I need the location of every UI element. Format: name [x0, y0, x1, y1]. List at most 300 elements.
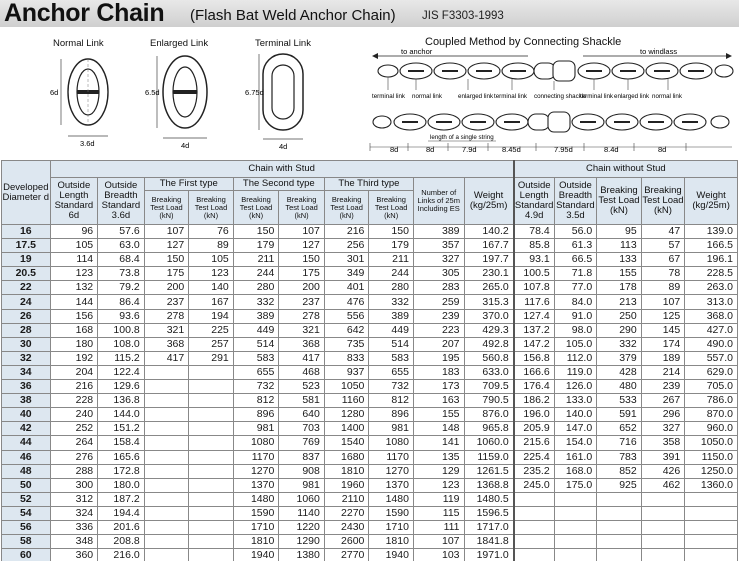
table-cell: 981 [369, 422, 414, 436]
diameter-cell: 28 [2, 323, 51, 337]
table-cell: 180.0 [98, 478, 145, 492]
table-cell: 78.4 [514, 225, 554, 239]
table-cell: 145 [641, 323, 685, 337]
table-cell: 192 [50, 351, 98, 365]
table-cell: 1810 [369, 535, 414, 549]
table-cell [144, 365, 189, 379]
table-cell: 1159.0 [464, 450, 514, 464]
diameter-cell: 58 [2, 535, 51, 549]
table-cell: 211 [369, 253, 414, 267]
table-row [2, 380, 738, 394]
table-cell: 427.0 [685, 323, 738, 337]
table-cell: 197.7 [464, 253, 514, 267]
table-cell [189, 464, 234, 478]
table-cell: 167.7 [464, 239, 514, 253]
table-cell: 937 [324, 365, 369, 379]
breaking-load-header-4: Breaking Test Load (kN) [279, 191, 325, 225]
part-label-5: connecting shackle [534, 93, 587, 100]
table-cell: 123 [189, 267, 234, 281]
dim-label-3: 7.9d [462, 145, 477, 154]
table-cell: 349 [324, 267, 369, 281]
breadth-header: Outside Breadth Standard 3.6d [98, 178, 145, 225]
table-cell: 336 [50, 520, 98, 534]
table-cell: 429.3 [464, 323, 514, 337]
table-cell: 640 [279, 408, 325, 422]
table-cell: 56.0 [554, 225, 597, 239]
table-cell [189, 436, 234, 450]
links-header: Number of Links of 25m Including ES [413, 178, 464, 225]
table-cell: 1596.5 [464, 506, 514, 520]
table-cell: 140.0 [554, 408, 597, 422]
table-cell: 179 [369, 239, 414, 253]
table-cell: 150 [369, 225, 414, 239]
table-cell [189, 365, 234, 379]
table-cell: 113 [597, 239, 642, 253]
table-cell [685, 520, 738, 534]
string-length-label: length of a single string [430, 134, 494, 141]
table-cell: 283 [413, 281, 464, 295]
table-cell: 2430 [324, 520, 369, 534]
table-cell: 158.4 [98, 436, 145, 450]
normal-link-length-label: 6d [50, 88, 59, 97]
table-cell: 235.2 [514, 464, 554, 478]
table-cell: 812 [233, 394, 279, 408]
table-cell: 133 [597, 253, 642, 267]
table-cell: 259 [413, 295, 464, 309]
table-cell: 786.0 [685, 394, 738, 408]
table-cell [144, 478, 189, 492]
table-row [2, 281, 738, 295]
table-cell: 462 [641, 478, 685, 492]
table-row [2, 422, 738, 436]
table-cell: 709.5 [464, 380, 514, 394]
table-cell [641, 492, 685, 506]
table-cell: 89 [641, 281, 685, 295]
table-cell: 560.8 [464, 351, 514, 365]
table-cell: 1841.8 [464, 535, 514, 549]
enlarged-link-drawing [145, 50, 225, 152]
table-cell: 115.2 [98, 351, 145, 365]
table-cell: 150 [233, 225, 279, 239]
table-cell: 332 [597, 337, 642, 351]
table-cell: 93.1 [514, 253, 554, 267]
table-cell: 1971.0 [464, 549, 514, 561]
dim-label-1: 8d [390, 145, 399, 154]
table-cell [189, 394, 234, 408]
table-row [2, 253, 738, 267]
table-cell: 391 [641, 450, 685, 464]
table-cell: 119.0 [554, 365, 597, 379]
table-row [2, 239, 738, 253]
table-cell [189, 492, 234, 506]
table-cell: 389 [233, 309, 279, 323]
part-label-2: normal link [412, 93, 442, 100]
table-cell: 77.0 [554, 281, 597, 295]
table-cell: 91.0 [554, 309, 597, 323]
table-cell: 107 [144, 225, 189, 239]
table-cell: 175 [279, 267, 325, 281]
to-windlass-label: to windlass [640, 47, 678, 56]
table-cell: 1140 [279, 506, 325, 520]
table-cell: 324 [50, 506, 98, 520]
table-cell [514, 520, 554, 534]
table-cell: 67 [641, 253, 685, 267]
table-cell: 244 [233, 267, 279, 281]
table-cell: 896 [369, 408, 414, 422]
table-cell [144, 520, 189, 534]
table-cell: 280 [233, 281, 279, 295]
table-cell: 196.1 [685, 253, 738, 267]
table-cell: 265.0 [464, 281, 514, 295]
table-cell [189, 380, 234, 394]
table-cell: 140.2 [464, 225, 514, 239]
table-cell [144, 464, 189, 478]
normal-link-drawing [50, 50, 120, 152]
table-cell: 239 [413, 309, 464, 323]
table-cell: 175 [144, 267, 189, 281]
table-cell: 468 [279, 365, 325, 379]
table-cell: 111 [413, 520, 464, 534]
first-type-header: The First type [144, 178, 233, 191]
table-cell [514, 549, 554, 561]
coupled-method-drawing [368, 46, 736, 154]
table-cell: 141 [413, 436, 464, 450]
table-cell [144, 408, 189, 422]
table-cell: 1960 [324, 478, 369, 492]
wo-breaking-header-1: Breaking Test Load (kN) [597, 178, 642, 225]
table-cell: 105 [189, 253, 234, 267]
table-cell: 208.8 [98, 535, 145, 549]
table-cell: 514 [233, 337, 279, 351]
table-cell: 107 [641, 295, 685, 309]
table-cell: 290 [597, 323, 642, 337]
terminal-link-drawing [245, 50, 325, 152]
table-cell: 313.0 [685, 295, 738, 309]
table-cell: 370.0 [464, 309, 514, 323]
table-cell: 180 [50, 337, 98, 351]
table-cell: 98.0 [554, 323, 597, 337]
table-cell [189, 506, 234, 520]
table-cell: 417 [144, 351, 189, 365]
table-cell: 57.6 [98, 225, 145, 239]
table-row [2, 351, 738, 365]
table-cell: 783 [597, 450, 642, 464]
table-cell: 201.6 [98, 520, 145, 534]
table-cell [144, 436, 189, 450]
page-subtitle: (Flash Bat Weld Anchor Chain) [190, 7, 396, 24]
table-cell: 876.0 [464, 408, 514, 422]
table-cell: 655 [369, 365, 414, 379]
table-cell: 207 [413, 337, 464, 351]
table-cell: 194 [189, 309, 234, 323]
table-cell: 1380 [279, 549, 325, 561]
table-cell [144, 506, 189, 520]
table-cell: 960.0 [685, 422, 738, 436]
table-cell: 1170 [233, 450, 279, 464]
table-cell: 205.9 [514, 422, 554, 436]
table-cell: 278 [279, 309, 325, 323]
table-cell: 71.8 [554, 267, 597, 281]
table-cell: 1590 [233, 506, 279, 520]
table-cell: 1710 [369, 520, 414, 534]
table-cell: 129.6 [98, 380, 145, 394]
table-cell [144, 422, 189, 436]
table-cell: 476 [324, 295, 369, 309]
terminal-link-caption: Terminal Link [255, 38, 311, 49]
standard-label: JIS F3303-1993 [422, 10, 504, 22]
table-cell: 908 [279, 464, 325, 478]
table-cell [597, 535, 642, 549]
table-cell: 127 [279, 239, 325, 253]
diameter-cell: 56 [2, 520, 51, 534]
table-cell [189, 535, 234, 549]
table-cell: 127 [144, 239, 189, 253]
breaking-load-header-1: Breaking Test Load (kN) [144, 191, 189, 225]
table-cell: 1080 [369, 436, 414, 450]
table-cell: 332 [369, 295, 414, 309]
table-cell: 123 [50, 267, 98, 281]
table-cell: 173 [413, 380, 464, 394]
table-cell: 136.8 [98, 394, 145, 408]
table-cell: 257 [189, 337, 234, 351]
diagram-area [0, 32, 739, 154]
diameter-cell: 24 [2, 295, 51, 309]
table-cell: 245.0 [514, 478, 554, 492]
table-cell: 852 [597, 464, 642, 478]
table-cell: 174 [641, 337, 685, 351]
table-cell [685, 492, 738, 506]
table-row [2, 549, 738, 561]
diameter-cell: 48 [2, 464, 51, 478]
table-cell: 144.0 [98, 408, 145, 422]
coupled-method-caption: Coupled Method by Connecting Shackle [425, 36, 622, 48]
table-cell: 230.1 [464, 267, 514, 281]
table-cell: 449 [233, 323, 279, 337]
wo-breadth-header: Outside Breadth Standard 3.5d [554, 178, 597, 225]
diameter-cell: 30 [2, 337, 51, 351]
part-label-6: terminal link [580, 93, 614, 100]
table-cell: 256 [324, 239, 369, 253]
table-cell: 107.8 [514, 281, 554, 295]
table-cell: 1717.0 [464, 520, 514, 534]
table-cell: 178 [597, 281, 642, 295]
table-cell: 368 [144, 337, 189, 351]
table-cell [641, 520, 685, 534]
table-cell [144, 535, 189, 549]
table-cell: 161.0 [554, 450, 597, 464]
table-cell: 716 [597, 436, 642, 450]
table-cell: 168.0 [554, 464, 597, 478]
table-cell [685, 506, 738, 520]
table-cell: 148 [413, 422, 464, 436]
table-cell: 167 [189, 295, 234, 309]
table-cell: 194.4 [98, 506, 145, 520]
table-cell: 225 [189, 323, 234, 337]
table-cell: 327 [413, 253, 464, 267]
table-cell [641, 549, 685, 561]
table-row [2, 478, 738, 492]
table-cell: 68.4 [98, 253, 145, 267]
table-cell: 1680 [324, 450, 369, 464]
table-cell: 291 [189, 351, 234, 365]
table-cell: 144 [50, 295, 98, 309]
table-cell: 480 [597, 380, 642, 394]
table-cell: 115 [413, 506, 464, 520]
table-cell: 652 [597, 422, 642, 436]
without-stud-header: Chain without Stud [514, 161, 738, 178]
table-cell: 1400 [324, 422, 369, 436]
dim-label-2: 8d [426, 145, 435, 154]
table-cell: 132 [50, 281, 98, 295]
table-cell: 348 [50, 535, 98, 549]
table-cell: 1810 [324, 464, 369, 478]
table-cell: 629.0 [685, 365, 738, 379]
table-cell: 263.0 [685, 281, 738, 295]
table-cell: 126.0 [554, 380, 597, 394]
table-cell: 84.0 [554, 295, 597, 309]
table-cell: 357 [413, 239, 464, 253]
diameter-cell: 36 [2, 380, 51, 394]
table-cell: 85.8 [514, 239, 554, 253]
normal-link-breadth-label: 3.6d [80, 139, 95, 148]
table-cell [597, 492, 642, 506]
table-cell: 140 [189, 281, 234, 295]
diameter-cell: 46 [2, 450, 51, 464]
table-cell [189, 520, 234, 534]
table-cell [554, 549, 597, 561]
table-cell: 86.4 [98, 295, 145, 309]
table-row [2, 267, 738, 281]
table-cell: 276 [50, 450, 98, 464]
table-row [2, 436, 738, 450]
table-cell: 583 [369, 351, 414, 365]
table-cell: 769 [279, 436, 325, 450]
table-cell: 107 [413, 535, 464, 549]
table-cell: 123 [413, 478, 464, 492]
table-cell: 135 [413, 450, 464, 464]
table-cell: 204 [50, 365, 98, 379]
table-cell: 165.6 [98, 450, 145, 464]
table-cell [514, 506, 554, 520]
terminal-link-length-label: 6.75d [245, 88, 264, 97]
table-cell: 490.0 [685, 337, 738, 351]
table-row [2, 520, 738, 534]
table-cell [685, 535, 738, 549]
table-row [2, 464, 738, 478]
length-header: Outside Length Standard 6d [50, 178, 98, 225]
table-cell [144, 450, 189, 464]
table-cell: 642 [324, 323, 369, 337]
table-cell: 179 [233, 239, 279, 253]
table-cell [554, 492, 597, 506]
table-cell: 1940 [233, 549, 279, 561]
table-cell: 288 [50, 464, 98, 478]
table-cell: 172.8 [98, 464, 145, 478]
diameter-header: Developed Diameter d [2, 161, 51, 225]
table-cell: 183 [413, 365, 464, 379]
table-row [2, 365, 738, 379]
table-cell: 250 [597, 309, 642, 323]
table-cell: 2770 [324, 549, 369, 561]
dim-label-6: 8.4d [604, 145, 619, 154]
enlarged-link-caption: Enlarged Link [150, 38, 209, 49]
table-cell: 581 [279, 394, 325, 408]
wo-length-header: Outside Length Standard 4.9d [514, 178, 554, 225]
table-cell: 95 [597, 225, 642, 239]
diameter-cell: 60 [2, 549, 51, 561]
table-cell: 155 [597, 267, 642, 281]
table-cell: 401 [324, 281, 369, 295]
anchor-chain-table [1, 160, 738, 561]
table-cell: 108.0 [98, 337, 145, 351]
table-cell: 66.5 [554, 253, 597, 267]
table-cell [144, 394, 189, 408]
table-cell [514, 492, 554, 506]
table-cell: 228 [50, 394, 98, 408]
table-cell: 1170 [369, 450, 414, 464]
table-cell: 252 [50, 422, 98, 436]
table-cell: 237 [279, 295, 325, 309]
table-cell: 211 [233, 253, 279, 267]
diameter-cell: 42 [2, 422, 51, 436]
table-cell: 492.8 [464, 337, 514, 351]
table-cell: 1360.0 [685, 478, 738, 492]
table-cell: 1940 [369, 549, 414, 561]
table-cell: 1060 [279, 492, 325, 506]
table-cell: 426 [641, 464, 685, 478]
table-cell: 1368.8 [464, 478, 514, 492]
table-cell: 63.0 [98, 239, 145, 253]
table-cell: 315.3 [464, 295, 514, 309]
dim-label-4: 8.45d [502, 145, 521, 154]
table-cell: 965.8 [464, 422, 514, 436]
table-cell [597, 549, 642, 561]
table-cell: 301 [324, 253, 369, 267]
table-cell: 1270 [369, 464, 414, 478]
table-cell: 133.0 [554, 394, 597, 408]
table-row [2, 450, 738, 464]
table-cell: 523 [279, 380, 325, 394]
breaking-load-header-5: Breaking Test Load (kN) [324, 191, 369, 225]
table-row [2, 506, 738, 520]
table-cell: 76 [189, 225, 234, 239]
table-cell [189, 450, 234, 464]
table-cell: 114 [50, 253, 98, 267]
table-cell: 103 [413, 549, 464, 561]
table-cell: 156 [50, 309, 98, 323]
table-cell [597, 520, 642, 534]
table-cell: 1220 [279, 520, 325, 534]
table-cell: 1280 [324, 408, 369, 422]
table-cell: 129 [413, 464, 464, 478]
table-cell: 100.5 [514, 267, 554, 281]
table-cell: 1590 [369, 506, 414, 520]
table-cell: 166.5 [685, 239, 738, 253]
table-cell: 228.5 [685, 267, 738, 281]
table-cell: 200 [279, 281, 325, 295]
table-cell: 166.6 [514, 365, 554, 379]
table-cell [144, 549, 189, 561]
table-body [2, 225, 738, 561]
table-cell: 812 [369, 394, 414, 408]
dim-label-5: 7.95d [554, 145, 573, 154]
table-cell [189, 549, 234, 561]
table-cell [597, 506, 642, 520]
table-cell: 151.2 [98, 422, 145, 436]
table-cell: 633.0 [464, 365, 514, 379]
table-cell: 187.2 [98, 492, 145, 506]
table-cell: 163 [413, 394, 464, 408]
